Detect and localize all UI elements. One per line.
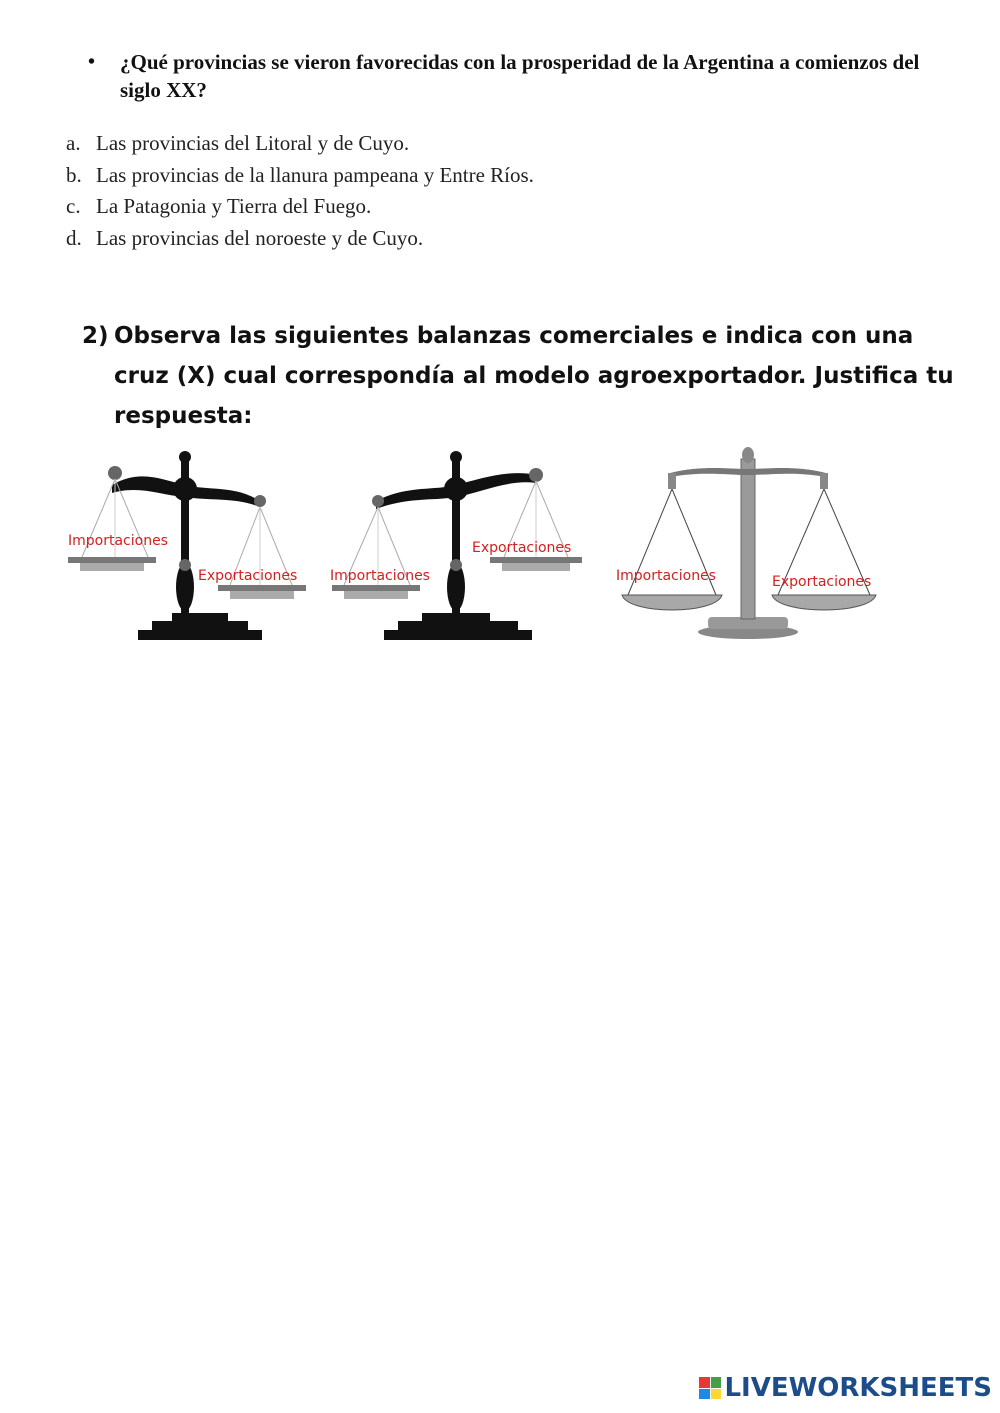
brand-name: LIVEWORKSHEETS	[724, 1373, 992, 1403]
answer-option[interactable]	[66, 191, 866, 223]
exports-label: Exportaciones	[198, 568, 298, 584]
balance-scale-3[interactable]	[612, 445, 892, 650]
question-2-number: 2)	[82, 323, 109, 349]
exports-label: Exportaciones	[772, 574, 872, 590]
imports-label: Importaciones	[68, 533, 168, 549]
footer-brand[interactable]	[699, 1373, 992, 1403]
imports-label: Importaciones	[616, 568, 716, 584]
answer-option[interactable]	[66, 128, 866, 160]
exports-label: Exportaciones	[472, 540, 572, 556]
scales-row	[60, 445, 900, 650]
question-2	[82, 316, 962, 436]
option-text: Las provincias de la llanura pampeana y Entre Ríos.	[96, 162, 534, 187]
option-text: La Patagonia y Tierra del Fuego.	[96, 194, 372, 218]
option-letter: b.	[66, 162, 82, 187]
option-letter: a.	[66, 131, 81, 155]
question-1-text: ¿Qué provincias se vieron favorecidas con la prosperidad de la Argentina a comienzos del siglo XX?	[120, 50, 920, 102]
question-1	[88, 48, 948, 104]
answer-option[interactable]	[66, 160, 866, 192]
answer-options	[66, 128, 866, 254]
option-letter: c.	[66, 194, 81, 218]
answer-option[interactable]	[66, 223, 866, 255]
option-text: Las provincias del Litoral y de Cuyo.	[96, 131, 410, 155]
balance-scale-1[interactable]	[60, 445, 320, 650]
balance-scale-icon	[612, 445, 892, 650]
bullet-icon: •	[88, 51, 96, 73]
question-2-text: Observa las siguientes balanzas comerciales e indica con una cruz (X) cual correspondía al modelo agroexportador. Justifica tu respuesta:	[114, 323, 954, 429]
imports-label: Importaciones	[330, 568, 430, 584]
option-letter: d.	[66, 225, 82, 250]
balance-scale-2[interactable]	[328, 445, 598, 650]
option-text: Las provincias del noroeste y de Cuyo.	[96, 225, 424, 250]
liveworksheets-logo-icon	[699, 1377, 721, 1399]
